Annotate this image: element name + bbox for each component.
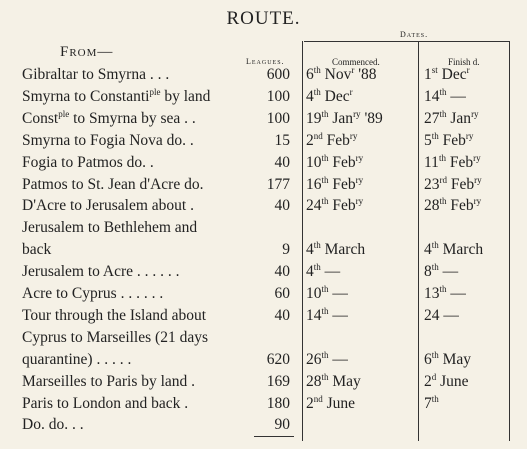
route-commenced-part-0: 10 bbox=[306, 153, 322, 171]
table-row bbox=[0, 307, 527, 329]
route-finished-part-0: 6 bbox=[424, 350, 432, 368]
route-commenced-part-0: 2 bbox=[306, 131, 314, 149]
route-place: Jerusalem to Bethlehem and bbox=[22, 219, 198, 237]
route-finished-part-2: March bbox=[438, 241, 484, 259]
table-row bbox=[0, 395, 527, 417]
route-finished-part-3: ry bbox=[473, 152, 481, 163]
route-finished-part-3: ry bbox=[473, 196, 482, 207]
route-finished bbox=[424, 132, 473, 150]
route-commenced-part-0: 14 bbox=[306, 306, 322, 324]
route-leagues: 60 bbox=[274, 285, 290, 302]
table-row bbox=[0, 219, 527, 241]
route-place: Smyrna to Fogia Nova do. . bbox=[22, 131, 194, 149]
route-finished-part-1: d bbox=[431, 371, 437, 382]
route-finished-part-1: th bbox=[431, 130, 439, 141]
route-commenced bbox=[306, 373, 361, 391]
route-finished bbox=[424, 395, 439, 413]
route-finished-part-1: th bbox=[431, 262, 439, 273]
route-leagues: 40 bbox=[274, 197, 290, 215]
table-row bbox=[0, 329, 527, 351]
route-commenced-part-0: 4 bbox=[306, 263, 314, 281]
route-finished bbox=[424, 373, 469, 391]
route-commenced-part-2: June bbox=[322, 394, 356, 412]
route-place: Jerusalem to Acre . . . . . . bbox=[22, 263, 180, 281]
route-commenced-part-2: — bbox=[328, 350, 348, 368]
route-finished bbox=[424, 88, 466, 106]
route-leagues: 15 bbox=[274, 131, 290, 149]
route-commenced-part-4: '88 bbox=[354, 66, 377, 83]
route-finished-part-2: — bbox=[446, 87, 466, 105]
route-finished-part-2: Feb bbox=[438, 131, 466, 149]
route-place: Tour through the Island about bbox=[22, 306, 207, 324]
route-place: Cyprus to Marseilles (21 days bbox=[22, 328, 208, 346]
route-finished-part-2: Feb bbox=[445, 153, 474, 171]
route-commenced-part-1: th bbox=[313, 65, 321, 75]
route-leagues: 100 bbox=[266, 87, 290, 105]
route-commenced-part-1: th bbox=[313, 262, 321, 273]
route-commenced-part-2: March bbox=[320, 241, 366, 259]
table-row bbox=[0, 263, 527, 285]
route-commenced-part-0: 2 bbox=[306, 394, 314, 412]
route-finished-part-1: th bbox=[431, 240, 439, 251]
route-commenced-part-1: th bbox=[321, 152, 329, 163]
route-place-part-2: by land bbox=[160, 87, 211, 105]
route-finished-part-1: th bbox=[431, 393, 439, 404]
route-finished-part-1: th bbox=[439, 86, 447, 97]
table-row bbox=[0, 154, 527, 176]
route-place bbox=[22, 88, 210, 106]
route-leagues: 169 bbox=[266, 372, 290, 390]
route-commenced-part-1: th bbox=[321, 305, 329, 316]
route-finished-part-3: ry bbox=[471, 108, 479, 119]
route-commenced-part-1: th bbox=[321, 196, 329, 207]
route-commenced-part-1: th bbox=[321, 349, 329, 360]
route-commenced-part-2: — bbox=[328, 306, 348, 324]
route-commenced-part-0: 10 bbox=[306, 285, 322, 302]
route-commenced-part-0: 28 bbox=[306, 372, 322, 390]
route-finished bbox=[424, 66, 470, 84]
route-finished bbox=[424, 351, 471, 369]
route-commenced bbox=[306, 132, 357, 150]
route-finished-part-2: Feb bbox=[447, 175, 475, 193]
route-commenced-part-1: nd bbox=[313, 130, 323, 141]
route-finished-part-1: th bbox=[439, 196, 447, 207]
route-place-part-0: Smyrna to Constanti bbox=[22, 87, 150, 105]
route-finished-part-1: rd bbox=[439, 174, 447, 185]
route-finished-part-2: — bbox=[439, 306, 459, 324]
route-leagues: 40 bbox=[274, 263, 290, 281]
route-leagues: 620 bbox=[266, 350, 290, 368]
leagues-header: Leagues. bbox=[246, 57, 285, 66]
table-row bbox=[0, 241, 527, 263]
route-commenced bbox=[306, 263, 340, 281]
route-finished-part-0: 2 bbox=[424, 372, 432, 390]
route-commenced-part-0: 4 bbox=[306, 87, 314, 105]
route-finished-part-0: 24 bbox=[424, 306, 440, 324]
route-commenced-part-2: Nov bbox=[320, 66, 352, 83]
route-finished-part-3: ry bbox=[474, 174, 482, 185]
route-commenced-part-1: th bbox=[313, 240, 321, 251]
route-commenced-part-1: th bbox=[321, 284, 329, 294]
route-commenced-part-2: Jan bbox=[328, 109, 354, 127]
route-place-part-2: to Smyrna by sea . . bbox=[69, 109, 196, 127]
route-finished bbox=[424, 176, 482, 194]
route-finished-part-2: — bbox=[438, 263, 459, 281]
route-finished-part-3: r bbox=[466, 65, 470, 75]
route-commenced-part-1: th bbox=[321, 371, 329, 382]
route-commenced-part-3: ry bbox=[355, 152, 364, 163]
table-row bbox=[0, 373, 527, 395]
route-commenced-part-4: '89 bbox=[360, 109, 383, 127]
route-place-part-1: ple bbox=[58, 108, 70, 119]
route-commenced bbox=[306, 154, 363, 172]
route-finished-part-0: 13 bbox=[424, 285, 440, 302]
route-finished-part-1: th bbox=[438, 152, 446, 163]
route-commenced bbox=[306, 307, 348, 325]
route-place-part-1: ple bbox=[149, 86, 161, 97]
route-finished-part-2: Dec bbox=[437, 66, 467, 83]
route-place: Patmos to St. Jean d'Acre do. bbox=[22, 175, 204, 193]
table-row bbox=[0, 197, 527, 219]
dates-header: Dates. bbox=[400, 30, 429, 39]
route-leagues: 600 bbox=[266, 66, 290, 83]
route-commenced bbox=[306, 66, 377, 84]
route-finished-part-1: th bbox=[431, 349, 439, 360]
route-place: Do. do. . . bbox=[22, 416, 84, 434]
route-finished-part-3: ry bbox=[465, 130, 474, 141]
route-leagues: 100 bbox=[266, 109, 290, 127]
route-finished bbox=[424, 110, 479, 128]
route-commenced-part-3: ry bbox=[355, 174, 364, 185]
route-finished-part-0: 23 bbox=[424, 175, 440, 193]
route-finished-part-1: st bbox=[431, 65, 438, 75]
route-commenced bbox=[306, 110, 383, 128]
table-row bbox=[0, 285, 527, 307]
route-finished bbox=[424, 241, 483, 259]
route-finished-part-2: June bbox=[436, 372, 469, 390]
route-place: Fogia to Patmos do. . bbox=[22, 153, 154, 171]
route-commenced-part-2: Feb bbox=[328, 175, 356, 193]
route-place: D'Acre to Jerusalem about . bbox=[22, 197, 194, 215]
route-finished-part-0: 7 bbox=[424, 394, 432, 412]
route-finished bbox=[424, 307, 459, 325]
route-commenced-part-3: ry bbox=[355, 196, 364, 207]
table-row bbox=[0, 132, 527, 154]
route-finished-part-0: 28 bbox=[424, 197, 440, 215]
route-place: Gibraltar to Smyrna . . . bbox=[22, 66, 170, 83]
route-commenced-part-0: 19 bbox=[306, 109, 322, 127]
route-finished bbox=[424, 154, 481, 172]
route-place: Paris to London and back . bbox=[22, 394, 189, 412]
route-commenced-part-3: ry bbox=[349, 130, 358, 141]
table-row bbox=[0, 351, 527, 373]
route-finished-part-0: 4 bbox=[424, 241, 432, 259]
route-place: back bbox=[22, 241, 52, 259]
route-commenced-part-3: ry bbox=[353, 108, 361, 119]
route-commenced-part-0: 26 bbox=[306, 350, 322, 368]
route-commenced-part-2: Feb bbox=[328, 197, 356, 215]
route-finished-part-2: May bbox=[438, 350, 472, 368]
route-commenced-part-2: — bbox=[320, 263, 341, 281]
route-leagues: 40 bbox=[274, 153, 290, 171]
route-finished bbox=[424, 263, 458, 281]
route-commenced-part-0: 16 bbox=[306, 175, 322, 193]
route-commenced-part-2: Feb bbox=[322, 131, 350, 149]
route-leagues: 90 bbox=[274, 416, 290, 434]
table-row bbox=[0, 110, 527, 132]
route-place: Acre to Cyprus . . . . . . bbox=[22, 285, 164, 302]
route-place: quarantine) . . . . . bbox=[22, 350, 132, 368]
route-commenced-part-2: Feb bbox=[328, 153, 356, 171]
route-commenced-part-1: nd bbox=[313, 393, 323, 404]
route-commenced-part-0: 24 bbox=[306, 197, 322, 215]
route-commenced-part-3: r bbox=[351, 65, 355, 75]
table-row bbox=[0, 66, 527, 88]
route-finished-part-0: 8 bbox=[424, 263, 432, 281]
route-commenced bbox=[306, 197, 363, 215]
route-commenced-part-2: Dec bbox=[320, 87, 350, 105]
route-commenced bbox=[306, 351, 348, 369]
from-header: From— bbox=[60, 44, 114, 60]
route-finished-part-0: 14 bbox=[424, 87, 440, 105]
route-finished bbox=[424, 197, 481, 215]
route-commenced-part-2: — bbox=[328, 285, 348, 302]
route-commenced-part-1: th bbox=[313, 86, 321, 97]
route-leagues: 9 bbox=[282, 241, 290, 259]
route-place-part-0: Const bbox=[22, 109, 59, 127]
route-commenced bbox=[306, 176, 363, 194]
table-row bbox=[0, 88, 527, 110]
route-finished bbox=[424, 285, 466, 303]
route-commenced-part-3: r bbox=[349, 86, 353, 97]
route-commenced-part-1: th bbox=[321, 108, 329, 119]
route-finished-part-2: — bbox=[446, 285, 466, 302]
route-commenced bbox=[306, 241, 365, 259]
route-finished-part-2: Feb bbox=[446, 197, 474, 215]
route-commenced bbox=[306, 88, 353, 106]
route-leagues: 40 bbox=[274, 306, 290, 324]
route-finished-part-0: 27 bbox=[424, 109, 440, 127]
table-row bbox=[0, 416, 527, 438]
route-commenced-part-1: th bbox=[321, 174, 329, 185]
route-finished-part-1: th bbox=[439, 284, 447, 294]
route-commenced bbox=[306, 395, 355, 413]
route-leagues: 180 bbox=[266, 394, 290, 412]
route-place bbox=[22, 110, 196, 128]
route-commenced bbox=[306, 285, 348, 303]
page-title: ROUTE. bbox=[226, 8, 301, 29]
route-finished-part-2: Jan bbox=[446, 109, 472, 127]
finished-header: Finish d. bbox=[448, 57, 480, 67]
route-place: Marseilles to Paris by land . bbox=[22, 372, 196, 390]
route-leagues: 177 bbox=[266, 175, 290, 193]
route-finished-part-1: th bbox=[439, 108, 447, 119]
route-finished-part-0: 5 bbox=[424, 131, 432, 149]
route-commenced-part-0: 6 bbox=[306, 66, 314, 83]
table-row bbox=[0, 176, 527, 198]
route-commenced-part-0: 4 bbox=[306, 241, 314, 259]
route-commenced-part-2: May bbox=[328, 372, 361, 390]
route-finished-part-0: 11 bbox=[424, 153, 439, 171]
route-finished-part-0: 1 bbox=[424, 66, 432, 83]
dates-rule bbox=[304, 41, 509, 42]
commenced-header: Commenced. bbox=[332, 57, 380, 67]
